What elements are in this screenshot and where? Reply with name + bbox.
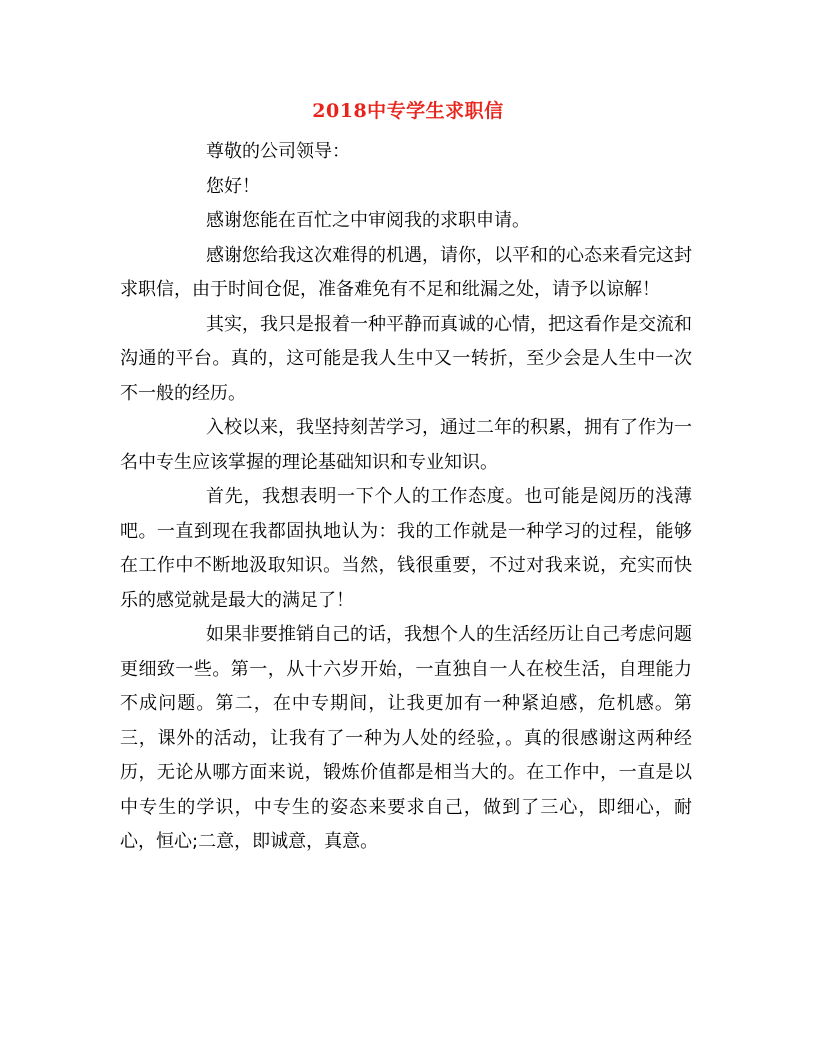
paragraph-study: 入校以来，我坚持刻苦学习，通过二年的积累，拥有了作为一名中专生应该掌握的理论基础知识和专业知识。 [120,417,692,473]
paragraph-thanks: 感谢您能在百忙之中审阅我的求职申请。 [206,210,530,231]
salutation: 尊敬的公司领导： [206,141,350,162]
paragraph-opportunity: 感谢您给我这次难得的机遇，请你，以平和的心态来看完这封求职信，由于时间仓促，准备难免有不足和纰漏之处，请予以谅解！ [120,244,692,300]
paragraph-work-attitude: 首先，我想表明一下个人的工作态度。也可能是阅历的浅薄吧。一直到现在我都固执地认为：我的工作就是一种学习的过程，能够在工作中不断地汲取知识。当然，钱很重要，不过对我来说，充实而快乐的感觉就是最大的满足了！ [120,486,692,611]
greeting: 您好！ [206,175,260,197]
letter-body [120,135,692,860]
paragraph-attitude: 其实，我只是报着一种平静而真诚的心情，把这看作是交流和沟通的平台。真的，这可能是我人生中又一转折，至少会是人生中一次不一般的经历。 [120,313,692,404]
document-title: 2018中专学生求职信 [312,100,504,122]
paragraph-experience: 如果非要推销自己的话，我想个人的生活经历让自己考虑问题更细致一些。第一，从十六岁开始，一直独自一人在校生活，自理能力不成问题。第二，在中专期间，让我更加有一种紧迫感，危机感。第三，课外的活动，让我有了一种为人处的经验，。真的很感谢这两种经历，无论从哪方面来说，锻炼价值都是相当大的。在工作中，一直是以中专生的学识，中专生的姿态来要求自己，做到了三心，即细心，耐心，恒心;二意，即诚意，真意。 [120,624,692,852]
